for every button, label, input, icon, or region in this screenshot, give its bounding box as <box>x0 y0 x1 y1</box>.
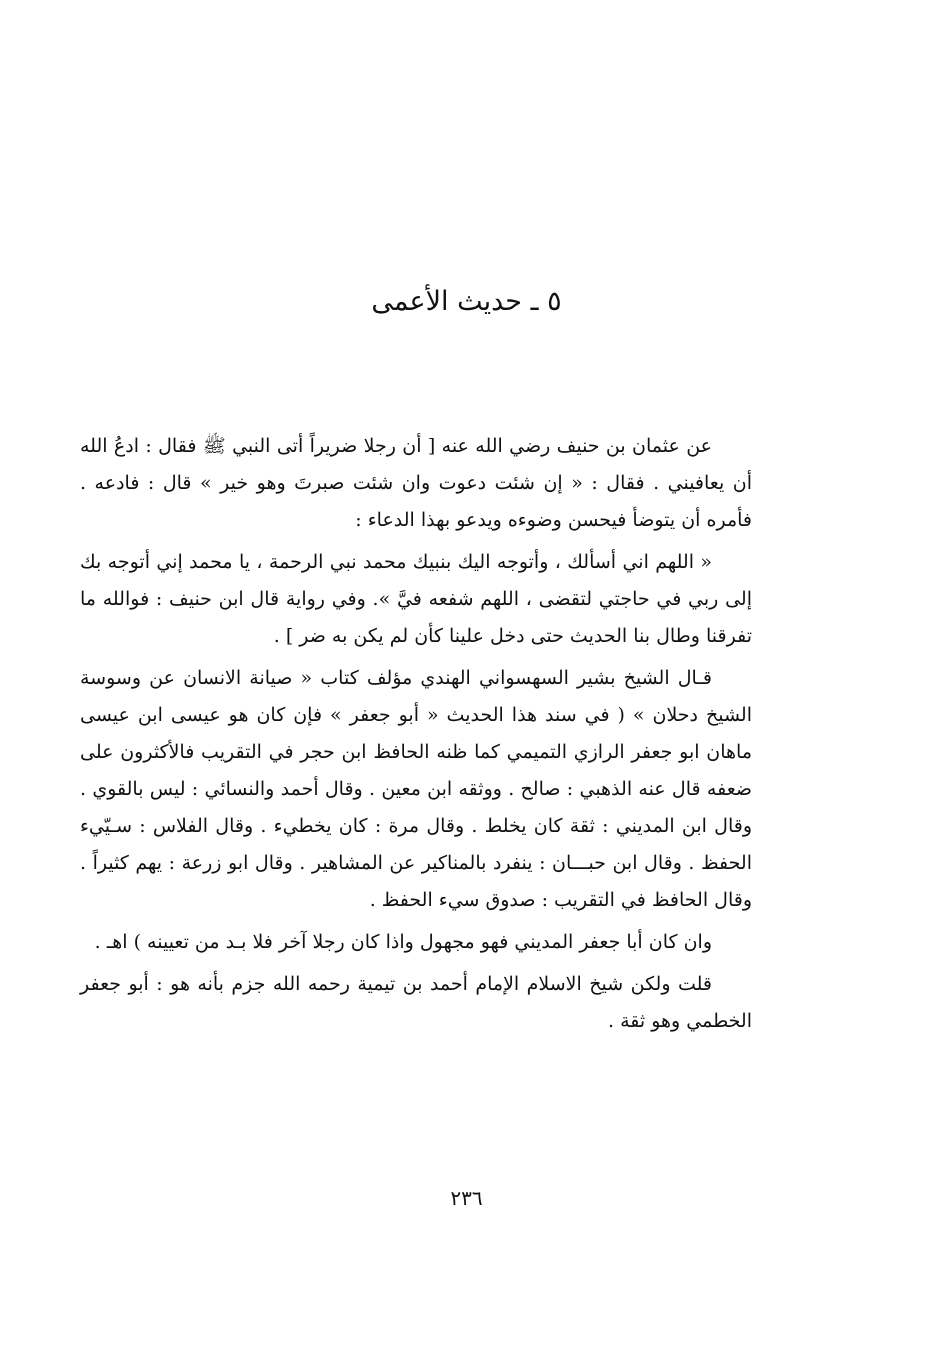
paragraph-hadith-intro: عن عثمان بن حنيف رضي الله عنه [ أن رجلا ضريراً أتى النبي ﷺ فقال : ادعُ الله أن يعافيني . فقال : « إن شئت دعوت وان شئت صبرتَ وهو خير » قال : فادعه . فأمره أن يتوضأ فيحسن وضوءه ويدعو بهذا الدعاء : <box>80 435 752 531</box>
body-text <box>80 428 752 1045</box>
chapter-heading: ٥ ـ حديث الأعمى <box>371 286 562 317</box>
paragraph-dua: « اللهم اني أسألك ، وأتوجه اليك بنبيك محمد نبي الرحمة ، يا محمد إني أتوجه بك إلى ربي في حاجتي لتقضى ، اللهم شفعه فيَّ ». وفي رواية قال ابن حنيف : فوالله ما تفرقنا وطال بنا الحديث حتى دخل علينا كأن لم يكن به ضر ] . <box>80 551 752 647</box>
paragraph-ibn-taymiyya: قلت ولكن شيخ الاسلام الإمام أحمد بن تيمية رحمه الله جزم بأنه هو : أبو جعفر الخطمي وهو ثقة . <box>80 973 752 1032</box>
paragraph-madini: وان كان أبا جعفر المديني فهو مجهول واذا كان رجلا آخر فلا بـد من تعيينه ) اهـ . <box>94 931 712 953</box>
page-number: ٢٣٦ <box>450 1186 483 1210</box>
paragraph-sahsawani-quote: قـال الشيخ بشير السهسواني الهندي مؤلف كتاب « صيانة الانسان عن وسوسة الشيخ دحلان » ( في سند هذا الحديث « أبو جعفر » فإن كان هو عيسى ابن عيسى ماهان ابو جعفر الرازي التميمي كما ظنه الحافظ ابن حجر في التقريب فالأكثرون على ضعفه قال عنه الذهبي : صالح . ووثقه ابن معين . وقال أحمد والنسائي : ليس بالقوي . وقال ابن المديني : ثقة كان يخلط . وقال مرة : كان يخطيء . وقال الفلاس : سـيّيء الحفظ . وقال ابن حبـــان : ينفرد بالمناكير عن المشاهير . وقال ابو زرعة : يهم كثيراً . وقال الحافظ في التقريب : صدوق سيء الحفظ . <box>80 667 752 911</box>
